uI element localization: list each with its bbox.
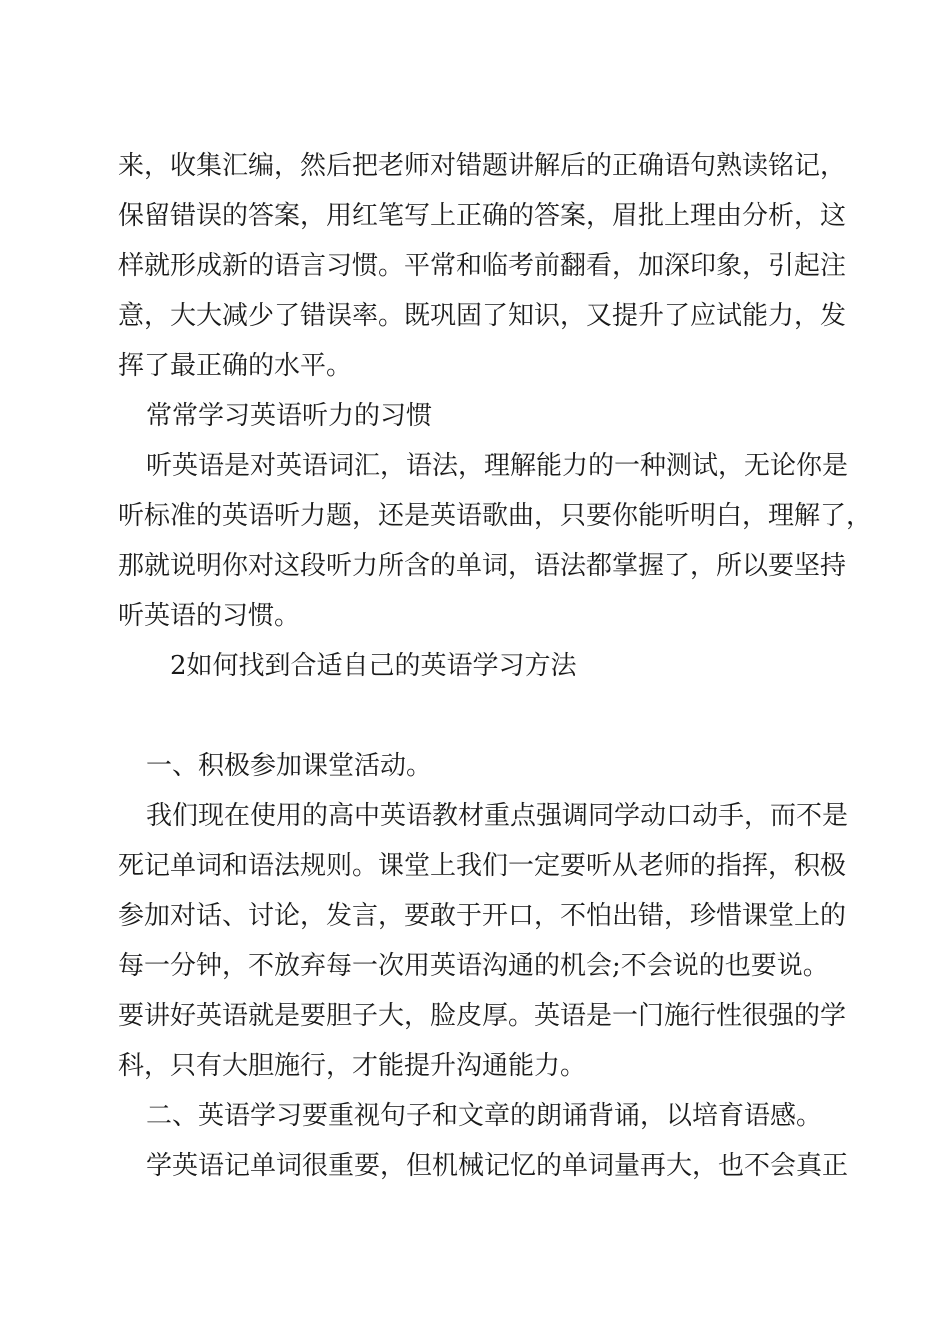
body-line: 保留错误的答案，用红笔写上正确的答案，眉批上理由分析，这 xyxy=(118,201,847,231)
body-line: 挥了最正确的水平。 xyxy=(118,351,353,381)
body-line: 科，只有大胆施行，才能提升沟通能力。 xyxy=(118,1051,587,1081)
spacer xyxy=(118,691,838,741)
document-body xyxy=(118,141,873,1191)
body-line: 来，收集汇编，然后把老师对错题讲解后的正确语句熟读铭记， xyxy=(118,151,847,181)
body-line: 听标准的英语听力题，还是英语歌曲，只要你能听明白，理解了， xyxy=(118,501,873,531)
body-line: 意，大大减少了错误率。既巩固了知识，又提升了应试能力，发 xyxy=(118,301,847,331)
section-title: 2如何找到合适自己的英语学习方法 xyxy=(170,651,577,681)
body-line: 死记单词和语法规则。课堂上我们一定要听从老师的指挥，积极 xyxy=(118,851,847,881)
body-line: 听英语是对英语词汇，语法，理解能力的一种测试，无论你是 xyxy=(146,451,849,481)
section-heading: 一、积极参加课堂活动。 xyxy=(146,751,433,781)
body-line: 样就形成新的语言习惯。平常和临考前翻看，加深印象，引起注 xyxy=(118,251,847,281)
body-line: 我们现在使用的高中英语教材重点强调同学动口动手，而不是 xyxy=(146,801,849,831)
section-heading: 常常学习英语听力的习惯 xyxy=(146,401,433,431)
body-line: 要讲好英语就是要胆子大，脸皮厚。英语是一门施行性很强的学 xyxy=(118,1001,847,1031)
body-line: 听英语的习惯。 xyxy=(118,601,301,631)
section-heading: 二、英语学习要重视句子和文章的朗诵背诵，以培育语感。 xyxy=(146,1101,823,1131)
body-line: 学英语记单词很重要，但机械记忆的单词量再大，也不会真正 xyxy=(146,1151,849,1181)
body-line: 那就说明你对这段听力所含的单词，语法都掌握了，所以要坚持 xyxy=(118,551,847,581)
body-line: 参加对话、讨论，发言，要敢于开口，不怕出错，珍惜课堂上的 xyxy=(118,901,847,931)
body-line: 每一分钟，不放弃每一次用英语沟通的机会;不会说的也要说。 xyxy=(118,951,829,981)
